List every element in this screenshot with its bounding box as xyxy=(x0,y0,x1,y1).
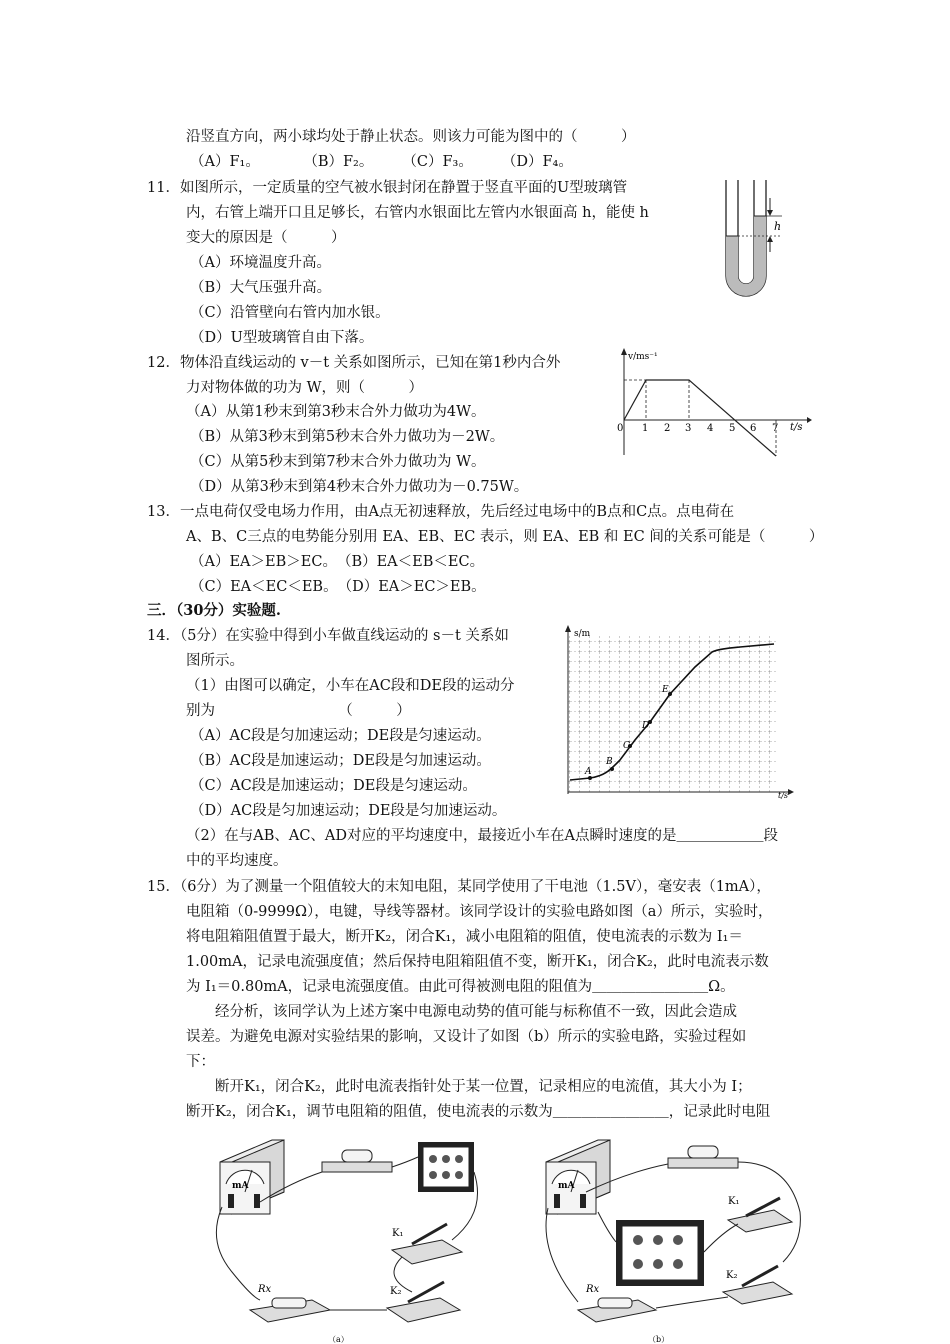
q10-text-line: 沿竖直方向，两小球均处于静止状态。则该力可能为图中的（ ） xyxy=(186,129,636,145)
q14-part1-line2: 别为 （ ） xyxy=(186,703,411,719)
q14-option-a: （A）AC段是匀加速运动；DE段是匀速运动。 xyxy=(190,728,491,744)
q14-part2-line1: （2）在与AB、AC、AD对应的平均速度中，最接近小车在A点瞬时速度的是＿＿＿＿＿＿段 xyxy=(186,828,778,844)
caption-b: （b） xyxy=(648,1335,670,1344)
q11-option-a: （A）环境温度升高。 xyxy=(190,255,331,271)
q15-stem-line1: 15．（6分）为了测量一个阻值较大的末知电阻，某同学使用了干电池（1.5V），毫安表（1mA）， xyxy=(147,879,771,895)
q15-stem-line10: 断开K₂，闭合K₁，调节电阻箱的阻值，使电流表的示数为＿＿＿＿＿＿＿＿，记录此时电阻 xyxy=(186,1104,771,1120)
point-d: D xyxy=(642,721,650,731)
q15-stem-line2: 电阻箱（0-9999Ω），电键，导线等器材。该同学设计的实验电路如图（a）所示，实验时， xyxy=(186,904,773,920)
q12-option-b: （B）从第3秒末到第5秒末合外力做功为－2W。 xyxy=(190,429,505,445)
q12-option-a: （A）从第1秒末到第3秒末合外力做功为4W。 xyxy=(186,404,486,420)
meter-label-b: mA xyxy=(558,1181,575,1191)
tick-1: 1 xyxy=(642,423,649,434)
k1-label-b: K₁ xyxy=(728,1196,740,1207)
st-graph-figure xyxy=(560,622,795,800)
q14-option-c: （C）AC段是加速运动；DE段是匀速运动。 xyxy=(190,778,477,794)
q11-stem-line2: 内，右管上端开口且足够长，右管内水银面比左管内水银面高 h，能使 h xyxy=(186,205,649,221)
st-ylabel: s/m xyxy=(574,629,591,639)
tick-0: 0 xyxy=(617,423,624,434)
vt-xlabel: t/s xyxy=(790,422,803,433)
q15-stem-line5: 为 I₁＝0.80mA，记录电流强度值。由此可得被测电阻的阻值为＿＿＿＿＿＿＿＿Ω。 xyxy=(186,979,735,995)
q15-stem-line8: 下： xyxy=(186,1054,215,1070)
q14-option-d: （D）AC段是匀加速运动；DE段是匀加速运动。 xyxy=(190,803,507,819)
meter-label-a: mA xyxy=(232,1181,249,1191)
q15-stem-line4: 1.00mA，记录电流强度值；然后保持电阻箱阻值不变，断开K₁，闭合K₂，此时电流表示数 xyxy=(186,954,769,970)
tick-7: 7 xyxy=(772,423,779,434)
q13-options-cd: （C）EA＜EC＜EB。 （D）EA＞EC＞EB。 xyxy=(190,579,486,595)
vt-graph-figure xyxy=(612,345,812,460)
q14-part2-line2: 中的平均速度。 xyxy=(186,853,288,869)
point-c: C xyxy=(623,741,630,751)
q15-stem-line9: 断开K₁，闭合K₂，此时电流表指针处于某一位置，记录相应的电流值，其大小为 I； xyxy=(186,1079,752,1095)
q10-options: （A）F₁。 （B）F₂。 （C）F₃。 （D）F₄。 xyxy=(190,154,573,170)
q14-stem-line1: 14．（5分）在实验中得到小车做直线运动的 s－t 关系如 xyxy=(147,628,509,644)
tick-3: 3 xyxy=(685,423,692,434)
rx-label-a: Rx xyxy=(258,1284,272,1295)
rx-label-b: Rx xyxy=(586,1284,600,1295)
q14-part1-line1: （1）由图可以确定，小车在AC段和DE段的运动分 xyxy=(186,678,515,694)
q15-stem-line7: 误差。为避免电源对实验结果的影响，又设计了如图（b）所示的实验电路，实验过程如 xyxy=(186,1029,747,1045)
circuit-figure-b xyxy=(538,1132,813,1344)
u-tube-figure xyxy=(718,176,788,306)
q12-stem-line1: 12．物体沿直线运动的 v－t 关系如图所示，已知在第1秒内合外 xyxy=(147,355,561,371)
q14-option-b: （B）AC段是加速运动；DE段是匀加速运动。 xyxy=(190,753,491,769)
q12-option-d: （D）从第3秒末到第4秒末合外力做功为－0.75W。 xyxy=(190,479,529,495)
tick-6: 6 xyxy=(750,423,757,434)
q12-option-c: （C）从第5秒末到第7秒末合外力做功为 W。 xyxy=(190,454,486,470)
st-xlabel: t/s xyxy=(778,791,789,800)
q14-stem-line2: 图所示。 xyxy=(186,653,244,669)
point-e: E xyxy=(662,685,669,695)
caption-a: （a） xyxy=(328,1335,349,1344)
q13-stem-line2: A、B、C三点的电势能分别用 EA、EB、EC 表示，则 EA、EB 和 EC 间的关系可能是（ ） xyxy=(186,529,824,545)
vt-ylabel: v/ms⁻¹ xyxy=(628,352,658,362)
section-heading: 三．（30分）实验题. xyxy=(147,602,281,619)
q12-stem-line2: 力对物体做的功为 W，则（ ） xyxy=(186,380,424,396)
tick-5: 5 xyxy=(729,423,736,434)
q11-option-b: （B）大气压强升高。 xyxy=(190,280,332,296)
tick-2: 2 xyxy=(664,423,671,434)
k2-label-a: K₂ xyxy=(390,1286,402,1297)
q13-options-ab: （A）EA＞EB＞EC。 （B）EA＜EB＜EC。 xyxy=(190,554,485,570)
q13-stem-line1: 13．一点电荷仅受电场力作用，由A点无初速释放，先后经过电场中的B点和C点。点电荷在 xyxy=(147,504,735,520)
q11-stem-line1: 11．如图所示，一定质量的空气被水银封闭在静置于竖直平面的U型玻璃管 xyxy=(147,180,628,196)
q11-option-d: （D）U型玻璃管自由下落。 xyxy=(190,330,374,346)
q11-stem-line3: 变大的原因是（ ） xyxy=(186,230,346,246)
h-label: h xyxy=(774,220,782,233)
k2-label-b: K₂ xyxy=(726,1270,738,1281)
q11-option-c: （C）沿管壁向右管内加水银。 xyxy=(190,305,390,321)
circuit-figure-a xyxy=(212,1132,487,1344)
point-b: B xyxy=(606,757,613,767)
point-a: A xyxy=(585,767,592,777)
q15-stem-line3: 将电阻箱阻值置于最大，断开K₂，闭合K₁，减小电阻箱的阻值，使电流表的示数为 I₁＝ xyxy=(186,929,743,945)
tick-4: 4 xyxy=(707,423,714,434)
q15-stem-line6: 经分析，该同学认为上述方案中电源电动势的值可能与标称值不一致，因此会造成 xyxy=(186,1004,737,1020)
k1-label-a: K₁ xyxy=(392,1228,404,1239)
